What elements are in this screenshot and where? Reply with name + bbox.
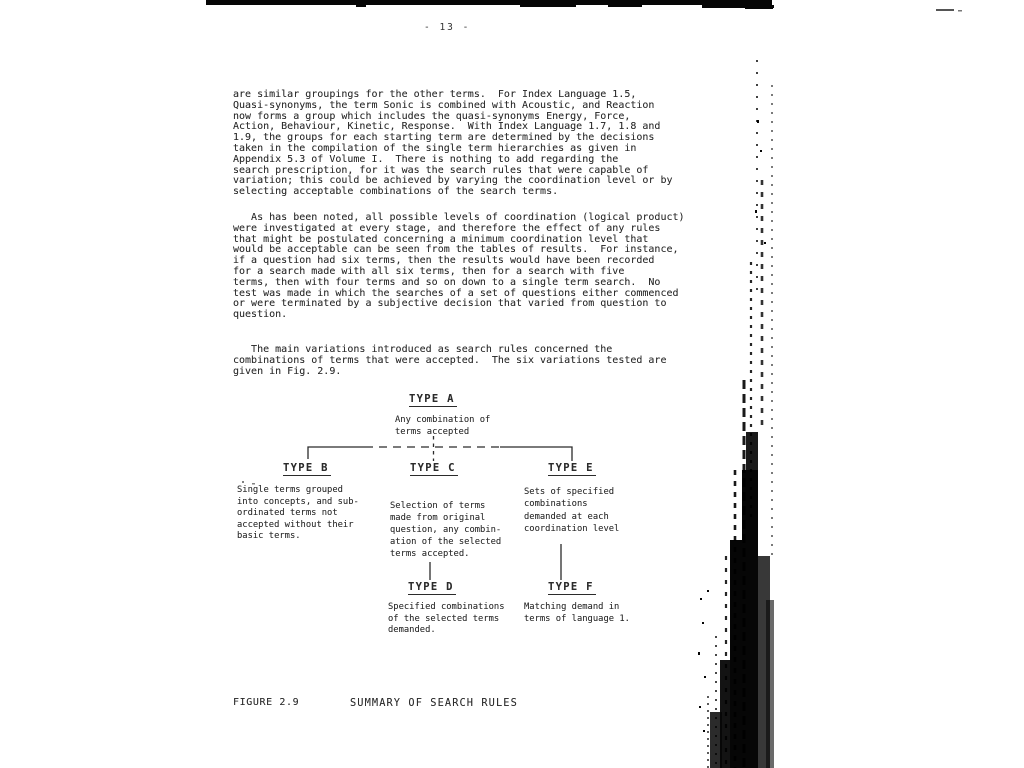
scan-speck [704, 676, 706, 678]
text-line: were investigated at every stage, and therefore the effect of any rules [233, 222, 661, 234]
diagram-node-type-e-title: TYPE E [548, 462, 594, 474]
text-line: accepted without their [237, 519, 354, 530]
text-line: Any combination of [395, 415, 491, 425]
text-line: combinations of terms that were accepted. The six variations tested are [233, 354, 667, 366]
text-line: combinations [524, 499, 588, 510]
scan-speck [764, 242, 766, 244]
text-line: coordination level [524, 524, 620, 535]
text-line: demanded at each [524, 511, 609, 522]
page-number: - 13 - [424, 22, 471, 33]
text-line: Single terms grouped [237, 485, 343, 495]
text-line: selecting acceptable combinations of the search terms. [233, 186, 559, 198]
scan-streak [730, 540, 742, 768]
text-line: Specified combinations [388, 602, 505, 612]
text-line: ordinated terms not [237, 508, 338, 519]
text-line: demanded. [388, 625, 436, 636]
diagram-node-type-f-title: TYPE F [548, 581, 594, 593]
text-line: terms accepted. [390, 549, 470, 559]
diagram-node-type-a-text [395, 414, 490, 438]
text-line: Appendix 5.3 of Volume I. There is nothing to add regarding the [233, 153, 619, 165]
text-line: into concepts, and sub- [237, 496, 359, 507]
connector-line [500, 447, 572, 461]
scan-streak [742, 470, 758, 768]
text-line: The main variations introduced as search rules concerned the [233, 344, 613, 355]
diagram-node-type-e-text [524, 486, 619, 536]
figure-label: FIGURE 2.9 [233, 697, 300, 708]
scan-top-bar-tick [745, 5, 773, 9]
scan-streak [746, 432, 758, 522]
scan-speck [698, 652, 700, 655]
scan-dash [936, 9, 954, 11]
scan-streak [766, 600, 774, 768]
scan-speck [699, 706, 701, 708]
text-line: Selection of terms [390, 501, 486, 511]
text-line: would be acceptable can be seen from the tables of results. For instance, [233, 244, 679, 256]
text-line: are similar groupings for the other terms. For Index Language 1.5, [233, 89, 637, 100]
text-line: for a search made with all six terms, then for a search with five [233, 265, 625, 277]
text-line: 1.9, the groups for each starting term are determined by the decisions [233, 132, 655, 144]
text-line: made from original [390, 513, 486, 523]
scan-streak [720, 660, 732, 768]
text-line: if a question had six terms, then the results would have been recorded [233, 255, 655, 267]
scan-top-bar-tick [702, 5, 774, 8]
diagram-node-type-c-title: TYPE C [410, 462, 456, 474]
text-line: Matching demand in [524, 602, 620, 612]
text-line: terms, then with four terms and so on down to a single term search. No [233, 276, 661, 288]
text-line: taken in the compilation of the single term hierarchies as given in [233, 142, 637, 154]
text-line: Quasi-synonyms, the term Sonic is combined with Acoustic, and Reaction [233, 99, 655, 111]
figure-title: SUMMARY OF SEARCH RULES [350, 697, 518, 709]
diagram-node-type-b-title: TYPE B [283, 462, 329, 474]
text-line: test was made in which the searches of a set of questions either commenced [233, 287, 679, 299]
connector-line [308, 447, 365, 459]
scan-top-bar [206, 0, 772, 5]
text-line: question. [233, 309, 288, 321]
diagram-node-type-b-text [237, 485, 359, 543]
scan-speck [760, 150, 762, 152]
scan-speck [242, 481, 244, 483]
scan-streak [756, 556, 770, 768]
scan-speck [702, 622, 704, 624]
text-line: variation; this could be achieved by varying the coordination level or by [233, 175, 673, 187]
text-line: Action, Behaviour, Kinetic, Response. With Index Language 1.7, 1.8 and [233, 121, 661, 133]
text-line: given in Fig. 2.9. [233, 365, 342, 377]
text-line: basic terms. [237, 531, 301, 542]
paragraph-2 [233, 213, 685, 321]
scan-speck [703, 730, 705, 732]
scan-speck [707, 590, 709, 592]
scan-streak [710, 712, 722, 768]
scan-speck [757, 120, 759, 123]
paragraph-3 [233, 345, 666, 377]
paragraph-1 [233, 90, 673, 198]
text-line: terms accepted [395, 427, 470, 437]
diagram-node-type-c-text [390, 500, 501, 560]
scan-dash [958, 10, 962, 12]
text-line: question, any combin- [390, 525, 502, 535]
scan-speck [735, 590, 738, 592]
diagram-node-type-d-title: TYPE D [408, 581, 454, 593]
text-line: search prescription, for it was the search rules that were capable of [233, 164, 649, 176]
text-line: As has been noted, all possible levels of coordination (logical product) [233, 212, 685, 223]
text-line: ation of the selected [390, 537, 502, 547]
text-line: now forms a group which includes the quasi-synonyms Energy, Force, [233, 110, 631, 122]
scan-speck [755, 210, 757, 213]
text-line: or were terminated by a subjective decision that varied from question to [233, 298, 667, 310]
scan-speck [700, 598, 702, 600]
diagram-node-type-a-title: TYPE A [409, 393, 455, 405]
text-line: that might be postulated concerning a minimum coordination level that [233, 233, 649, 245]
scan-top-bar-tick [608, 5, 642, 7]
text-line: of the selected terms [388, 613, 500, 624]
diagram-node-type-f-text [524, 602, 630, 625]
scan-top-bar-tick [356, 5, 366, 7]
text-line: Sets of specified [524, 487, 615, 497]
scan-top-bar-tick [520, 5, 576, 7]
diagram-node-type-d-text [388, 602, 505, 637]
text-line: terms of language 1. [524, 613, 630, 624]
